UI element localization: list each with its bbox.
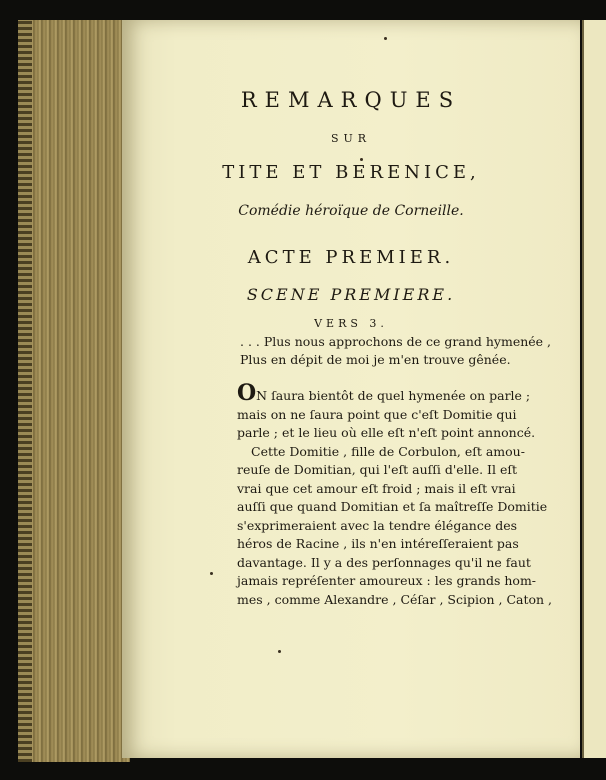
commentary-line: s'exprimeraient avec la tendre élégance des — [237, 517, 518, 533]
verse-number: VERS 3. — [314, 317, 388, 330]
commentary-line: héros de Racine , ils n'en intéreſſeraient pas — [237, 536, 519, 551]
title-connector: SUR — [330, 132, 372, 145]
commentary-line: jamais repréſenter amoureux : les grands hom- — [237, 573, 537, 588]
page-speck — [360, 158, 363, 161]
next-page-edge — [582, 20, 606, 758]
act-heading: ACTE PREMIER. — [247, 247, 455, 268]
commentary-line: reuſe de Domitian, qui l'eſt auſſi d'elle. Il eſt — [237, 462, 517, 477]
verse-line: . . . Plus nous approchons de ce grand hymenée , — [240, 334, 552, 349]
page-speck — [210, 572, 213, 575]
commentary-line: mes , comme Alexandre , Céſar , Scipion , Caton , — [237, 591, 553, 607]
commentary-line: parle ; et le lieu où elle eſt n'eſt point annoncé. — [237, 425, 536, 440]
commentary-line: Cette Domitie , fille de Corbulon, eſt amou- — [251, 443, 525, 459]
commentary-line: ON ſaura bientôt de quel hymenée on parle ; — [237, 380, 531, 406]
drop-cap: O — [237, 380, 257, 406]
commentary-line: auſſi que quand Domitian et ſa maîtreſſe Domitie — [237, 499, 548, 514]
page-title: REMARQUES — [240, 88, 462, 112]
page-speck — [278, 650, 281, 653]
scene-heading: SCENE PREMIERE. — [246, 285, 456, 304]
commentary-line: davantage. Il y a des perſonnages qu'il ne faut — [237, 554, 531, 570]
commentary-line: vrai que cet amour eſt froid ; mais il eſt vrai — [237, 480, 516, 496]
verse-line: Plus en dépit de moi je m'en trouve gênée. — [240, 352, 511, 367]
book-page-edges — [18, 20, 130, 762]
play-subtitle: Comédie héroïque de Corneille. — [238, 203, 464, 219]
page-speck — [384, 37, 387, 40]
play-title: TITE ET BERENICE, — [222, 162, 480, 183]
commentary-line: mais on ne ſaura point que c'eſt Domitie qui — [237, 406, 517, 422]
commentary-paragraph — [237, 380, 553, 609]
